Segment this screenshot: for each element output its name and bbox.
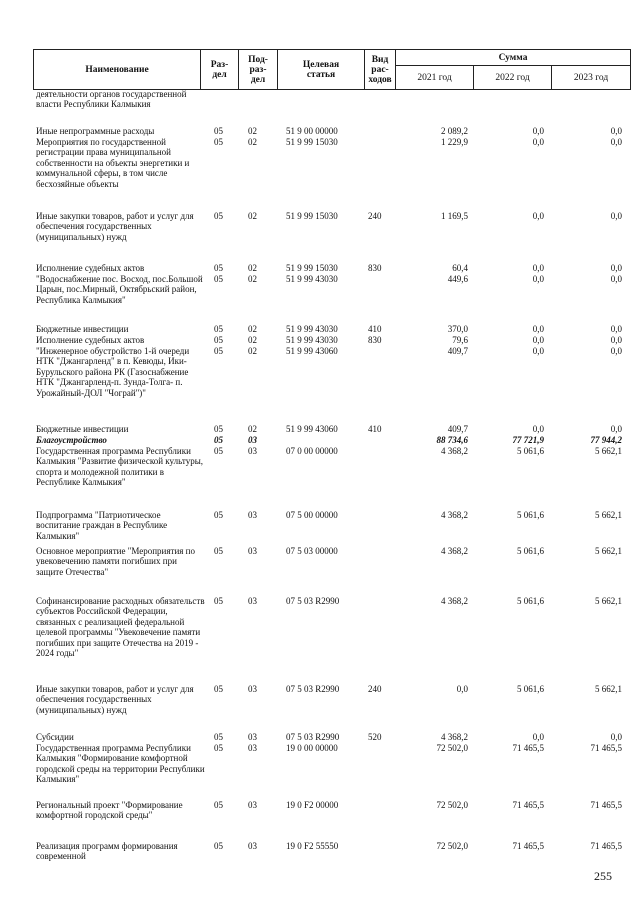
- row-sum-2022: 5 061,6: [517, 596, 544, 606]
- row-podrazdel: 02: [248, 346, 257, 356]
- row-sum-2021: 88 734,6: [436, 435, 468, 445]
- row-sum-2023: 71 465,5: [590, 841, 622, 851]
- row-podrazdel: 03: [248, 743, 257, 753]
- row-celevaya: 19 0 F2 00000: [286, 800, 339, 810]
- row-sum-2023: 5 662,1: [595, 510, 622, 520]
- row-sum-2022: 0,0: [532, 211, 544, 221]
- page-number: 255: [594, 869, 612, 883]
- row-vid: 410: [368, 424, 382, 434]
- row-celevaya: 07 5 03 R2990: [286, 596, 340, 606]
- row-sum-2022: 5 061,6: [517, 546, 544, 556]
- row-name: "Инженерное обустройство 1-й очереди НТК "Джангарленд" в п. Кевюды, Ики-Бурульского района РК (Газоснабжение НТК "Джангарленд-п. Зунда-Толга- п. Урожайный-ДОЛ "Чограй")": [36, 346, 190, 398]
- row-razdel: 05: [214, 596, 223, 606]
- row-razdel: 05: [214, 510, 223, 520]
- row-name: деятельности органов государственной власти Республики Калмыкия: [36, 89, 187, 110]
- row-sum-2021: 4 368,2: [441, 596, 468, 606]
- row-sum-2021: 72 502,0: [436, 800, 468, 810]
- row-razdel: 05: [214, 263, 223, 273]
- row-podrazdel: 03: [248, 800, 257, 810]
- row-sum-2021: 370,0: [447, 324, 468, 334]
- row-podrazdel: 03: [248, 435, 257, 445]
- row-name: Бюджетные инвестиции: [36, 324, 129, 334]
- header-razdel: Раз- дел: [201, 50, 239, 90]
- row-sum-2023: 77 944,2: [590, 435, 622, 445]
- row-sum-2022: 0,0: [532, 126, 544, 136]
- header-2021: 2021 год: [396, 66, 474, 90]
- row-name: Исполнение судебных актов: [36, 335, 145, 345]
- row-razdel: 05: [214, 324, 223, 334]
- row-vid: 240: [368, 684, 382, 694]
- row-celevaya: 07 0 00 00000: [286, 446, 338, 456]
- row-celevaya: 51 9 99 43030: [286, 274, 338, 284]
- header-podrazdel: Под- раз- дел: [239, 50, 278, 90]
- row-sum-2021: 4 368,2: [441, 546, 468, 556]
- row-podrazdel: 03: [248, 596, 257, 606]
- row-name: Государственная программа Республики Калмыкия "Развитие физической культуры, спорта и молодежной политики в Республике Калмыкия": [36, 446, 204, 488]
- row-sum-2022: 0,0: [532, 274, 544, 284]
- row-celevaya: 51 9 00 00000: [286, 126, 338, 136]
- row-celevaya: 51 9 99 43060: [286, 424, 338, 434]
- row-sum-2023: 5 662,1: [595, 546, 622, 556]
- row-name: Субсидии: [36, 732, 74, 742]
- row-podrazdel: 03: [248, 446, 257, 456]
- row-razdel: 05: [214, 732, 223, 742]
- row-podrazdel: 02: [248, 324, 257, 334]
- row-sum-2022: 5 061,6: [517, 684, 544, 694]
- row-celevaya: 51 9 99 43030: [286, 335, 338, 345]
- row-name: Мероприятия по государственной регистрации права муниципальной собственности на объекты энергетики и коммунальной сферы, в том числе бесхозяйные объекты: [36, 137, 190, 189]
- row-name: Реализация программ формирования современной: [36, 841, 178, 862]
- row-sum-2023: 0,0: [610, 732, 622, 742]
- row-sum-2021: 72 502,0: [436, 743, 468, 753]
- row-sum-2023: 0,0: [610, 424, 622, 434]
- row-vid: 520: [368, 732, 382, 742]
- row-razdel: 05: [214, 346, 223, 356]
- row-celevaya: 51 9 99 15030: [286, 211, 338, 221]
- row-sum-2023: 0,0: [610, 137, 622, 147]
- row-razdel: 05: [214, 137, 223, 147]
- row-podrazdel: 03: [248, 841, 257, 851]
- row-vid: 830: [368, 335, 382, 345]
- header-vid: Вид рас- ходов: [365, 50, 396, 90]
- row-name: "Водоснабжение пос. Восход, пос.Большой Царын, пос.Мирный, Октябрьский район, Республика Калмыкия": [36, 274, 203, 305]
- row-razdel: 05: [214, 424, 223, 434]
- row-vid: 410: [368, 324, 382, 334]
- row-podrazdel: 02: [248, 424, 257, 434]
- row-podrazdel: 03: [248, 546, 257, 556]
- row-razdel: 05: [214, 743, 223, 753]
- row-celevaya: 51 9 99 15030: [286, 137, 338, 147]
- row-podrazdel: 02: [248, 126, 257, 136]
- row-name: Исполнение судебных актов: [36, 263, 145, 273]
- row-name: Иные закупки товаров, работ и услуг для обеспечения государственных (муниципальных) нужд: [36, 211, 194, 242]
- row-podrazdel: 02: [248, 335, 257, 345]
- row-sum-2023: 5 662,1: [595, 446, 622, 456]
- header-name: Наименование: [34, 50, 201, 90]
- row-sum-2023: 5 662,1: [595, 684, 622, 694]
- row-sum-2022: 0,0: [532, 137, 544, 147]
- row-sum-2022: 0,0: [532, 732, 544, 742]
- row-razdel: 05: [214, 126, 223, 136]
- row-razdel: 05: [214, 446, 223, 456]
- row-sum-2023: 71 465,5: [590, 800, 622, 810]
- row-podrazdel: 03: [248, 510, 257, 520]
- row-sum-2023: 0,0: [610, 346, 622, 356]
- row-name: Бюджетные инвестиции: [36, 424, 129, 434]
- row-vid: 240: [368, 211, 382, 221]
- row-name: Основное мероприятие "Мероприятия по увековечению памяти погибших при защите Отечества": [36, 546, 195, 577]
- row-sum-2021: 4 368,2: [441, 446, 468, 456]
- row-name: Иные закупки товаров, работ и услуг для обеспечения государственных (муниципальных) нужд: [36, 684, 194, 715]
- row-sum-2021: 60,4: [452, 263, 468, 273]
- row-sum-2021: 2 089,2: [441, 126, 468, 136]
- row-razdel: 05: [214, 841, 223, 851]
- header-2023: 2023 год: [552, 66, 631, 90]
- row-sum-2023: 0,0: [610, 274, 622, 284]
- row-sum-2022: 0,0: [532, 424, 544, 434]
- row-razdel: 05: [214, 211, 223, 221]
- row-sum-2022: 0,0: [532, 263, 544, 273]
- row-sum-2021: 4 368,2: [441, 732, 468, 742]
- row-celevaya: 19 0 F2 55550: [286, 841, 339, 851]
- row-sum-2023: 0,0: [610, 324, 622, 334]
- row-celevaya: 19 0 00 00000: [286, 743, 338, 753]
- row-name: Подпрограмма "Патриотическое воспитание граждан в Республике Калмыкия": [36, 510, 168, 541]
- row-name: Региональный проект "Формирование комфортной городской среды": [36, 800, 183, 821]
- row-celevaya: 07 5 03 R2990: [286, 684, 340, 694]
- row-sum-2023: 5 662,1: [595, 596, 622, 606]
- row-sum-2023: 0,0: [610, 126, 622, 136]
- row-sum-2022: 0,0: [532, 324, 544, 334]
- row-celevaya: 07 5 00 00000: [286, 510, 338, 520]
- header-summa: Сумма: [396, 50, 631, 66]
- row-podrazdel: 03: [248, 684, 257, 694]
- row-celevaya: 07 5 03 00000: [286, 546, 338, 556]
- row-celevaya: 51 9 99 43030: [286, 324, 338, 334]
- row-sum-2022: 71 465,5: [512, 800, 544, 810]
- row-sum-2022: 71 465,5: [512, 743, 544, 753]
- row-sum-2022: 0,0: [532, 335, 544, 345]
- row-sum-2023: 0,0: [610, 263, 622, 273]
- row-podrazdel: 02: [248, 137, 257, 147]
- row-celevaya: 07 5 03 R2990: [286, 732, 340, 742]
- row-podrazdel: 02: [248, 211, 257, 221]
- row-celevaya: 51 9 99 43060: [286, 346, 338, 356]
- row-name: Иные непрограммные расходы: [36, 126, 155, 136]
- row-sum-2022: 77 721,9: [512, 435, 544, 445]
- header-2022: 2022 год: [474, 66, 552, 90]
- row-name: Софинансирование расходных обязательств субъектов Российской Федерации, связанных с реализацией федеральной целевой программы "Увековечение памяти погибших при защите Отечества на 2019 - 2024 годы": [36, 596, 205, 659]
- row-name: Государственная программа Республики Калмыкия "Формирование комфортной городской среды на территории Республики Калмыкия": [36, 743, 205, 785]
- row-razdel: 05: [214, 335, 223, 345]
- row-sum-2022: 0,0: [532, 346, 544, 356]
- row-sum-2022: 5 061,6: [517, 446, 544, 456]
- row-razdel: 05: [214, 274, 223, 284]
- row-sum-2022: 5 061,6: [517, 510, 544, 520]
- row-podrazdel: 02: [248, 263, 257, 273]
- row-podrazdel: 03: [248, 732, 257, 742]
- row-sum-2021: 1 229,9: [441, 137, 468, 147]
- row-sum-2021: 4 368,2: [441, 510, 468, 520]
- row-sum-2021: 409,7: [447, 424, 468, 434]
- row-sum-2021: 79,6: [452, 335, 468, 345]
- row-name: Благоустройство: [36, 435, 107, 445]
- row-sum-2021: 72 502,0: [436, 841, 468, 851]
- row-sum-2022: 71 465,5: [512, 841, 544, 851]
- row-razdel: 05: [214, 800, 223, 810]
- row-podrazdel: 02: [248, 274, 257, 284]
- row-sum-2021: 449,6: [447, 274, 468, 284]
- row-sum-2021: 1 169,5: [441, 211, 468, 221]
- row-vid: 830: [368, 263, 382, 273]
- row-razdel: 05: [214, 684, 223, 694]
- row-celevaya: 51 9 99 15030: [286, 263, 338, 273]
- row-sum-2021: 409,7: [447, 346, 468, 356]
- row-sum-2023: 0,0: [610, 211, 622, 221]
- row-sum-2021: 0,0: [456, 684, 468, 694]
- row-razdel: 05: [214, 435, 223, 445]
- row-sum-2023: 0,0: [610, 335, 622, 345]
- header-celevaya: Целевая статья: [278, 50, 365, 90]
- row-razdel: 05: [214, 546, 223, 556]
- row-sum-2023: 71 465,5: [590, 743, 622, 753]
